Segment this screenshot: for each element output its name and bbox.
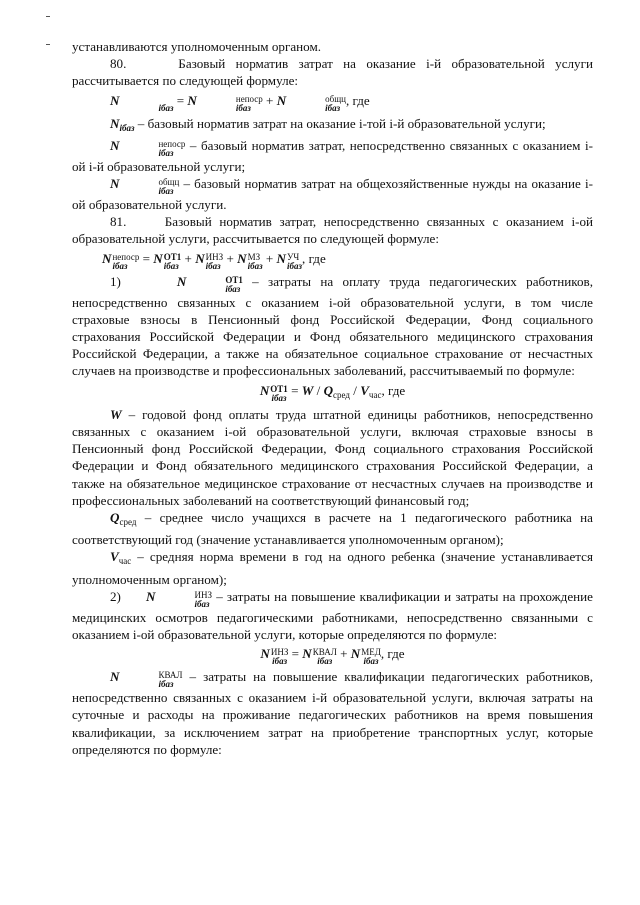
formula-81: N непоср iбаз = N ОТ1 iбаз + N ИНЗ iбаз + N МЗ iбаз + N УЧ iбаз , где (102, 250, 326, 271)
definition-w: W – годовой фонд оплаты труда штатной единицы работников, непосредственно связанных с оказанием i-ой образовательной услуги, включая страховые взносы в Пенсионный фонд Российской Федерации, Фонд социального страхования Российской Федерации и Фонд обязательного медицинского страхования Российской Федерации, а также на обязательное медицинское страхование от несчастных случаев на производстве и профессиональных заболеваний на соответствующий финансовый год; (72, 406, 593, 508)
definition-v: $V_{час}$ – средняя норма времени в год на одного ребенка (значение устанавливается уполномоченным органом); (72, 549, 593, 587)
definition-kval: N КВАЛ iбаз – затраты на повышение квалификации педагогических работников, непосредственно связанных с оказанием i-й образовательной услуги, включая затраты на суточные и расходы на проживание педагогических работников на время повышения квалификации, за исключением затрат на приобретение транспортных услуг, которые определяются по формуле: (72, 669, 593, 757)
margin-mark (46, 16, 50, 17)
margin-mark (46, 44, 50, 45)
formula-inz: N ИНЗ iбаз = N КВАЛ iбаз + N МЕД iбаз , где (260, 646, 405, 667)
item-1: 1) N ОТ1 iбаз – затраты на оплату труда педагогических работников, непосредственно связанных с оказанием i-ой образовательной услуги, в том числе страховые взносы в Пенсионный фонд Российской Федерации, Фонд социального страхования Российской Федерации и Фонд обязательного медицинского страхования Российской Федерации, а также на обязательное социальное страхование от несчастных случаев на производстве и профессиональных заболеваний, рассчитываемый по формуле: (72, 273, 593, 379)
definition-n-base: $N_{iбаз}$ – базовый норматив затрат на оказание i-той i-й образовательной услуги; (110, 115, 546, 133)
definition-n-nepo: N непоср iбаз – базовый норматив затрат, непосредственно связанных с оказанием i-ой i-й образовательной услуги; (72, 137, 593, 174)
definition-n-obsh: N общц iбаз – базовый норматив затрат на общехозяйственные нужды на оказание i-ой образовательной услуги. (72, 176, 593, 213)
item-2: 2) N ИНЗ iбаз – затраты на повышение квалификации и затраты на прохождение медицинских осмотров педагогическими работниками, непосредственно связанными с оказанием i-ой образовательной услуги, которые определяются по формуле: (72, 588, 593, 643)
paragraph-80: 80. Базовый норматив затрат на оказание i-й образовательной услуги рассчитывается по следующей формуле: (72, 56, 593, 89)
document-page (72, 38, 593, 758)
definition-q: $Q_{сред}$ – среднее число учащихся в расчете на 1 педагогического работника на соответствующий год (значение устанавливается уполномоченным органом); (72, 510, 593, 548)
formula-80: N iбаз = N непоср iбаз + N общц iбаз , где (110, 92, 370, 113)
paragraph-81: 81. Базовый норматив затрат, непосредственно связанных с оказанием i-ой образовательной услуги, рассчитывается по следующей формуле: (72, 214, 593, 247)
formula-ot1: N ОТ1 iбаз = W / $Q_{сред} / V_{час}$, где (259, 382, 406, 403)
paragraph: устанавливаются уполномоченным органом. (72, 39, 322, 54)
